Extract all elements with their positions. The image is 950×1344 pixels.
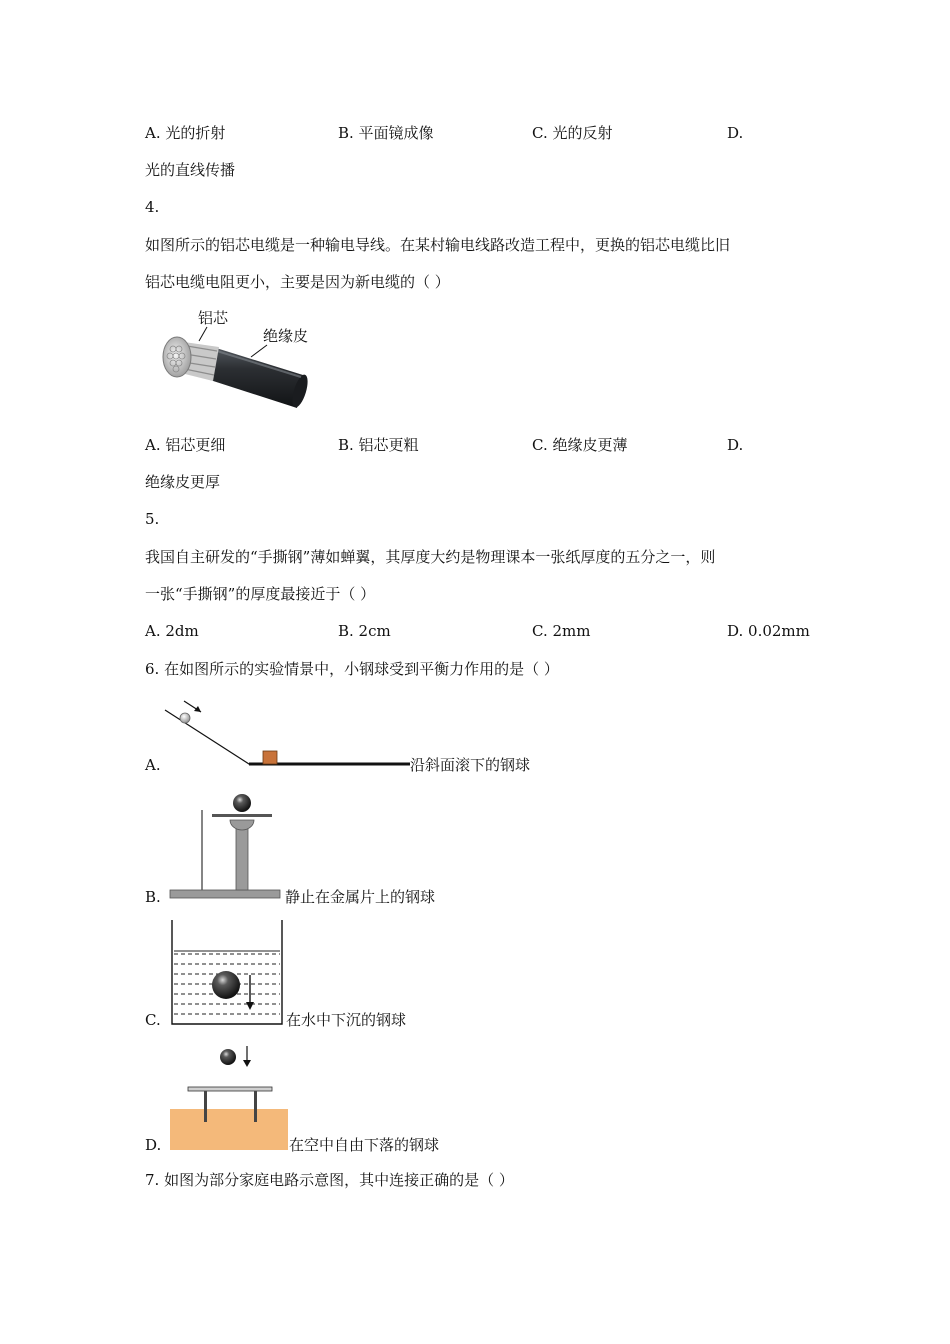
- q6-option-c-letter: C.: [145, 1011, 161, 1029]
- incline-surface: [165, 710, 410, 764]
- q4-option-a: A. 铝芯更细: [145, 436, 226, 454]
- q6-option-b-letter: B.: [145, 888, 161, 906]
- steel-ball: [233, 794, 251, 812]
- q4-stem-line2: 铝芯电缆电阻更小，主要是因为新电缆的（ ）: [145, 273, 450, 291]
- q6-option-c-caption: 在水中下沉的钢球: [286, 1011, 407, 1029]
- water-figure: [170, 918, 285, 1028]
- insulation-pointer-line: [251, 345, 267, 357]
- insulation-label: 绝缘皮: [263, 327, 309, 345]
- stand-figure: [168, 790, 286, 902]
- stand-base: [170, 890, 280, 898]
- q4-option-d-text: 绝缘皮更厚: [145, 473, 221, 491]
- q5-number: 5.: [145, 510, 160, 528]
- steel-ball: [212, 971, 240, 999]
- support-cup: [230, 820, 254, 830]
- q6-stem: 6. 在如图所示的实验情景中，小钢球受到平衡力作用的是（ ）: [145, 660, 559, 678]
- stand-column: [236, 828, 248, 890]
- incline-figure: [165, 692, 415, 774]
- q4-option-b: B. 铝芯更粗: [338, 436, 419, 454]
- q6-option-d-caption: 在空中自由下落的钢球: [289, 1136, 440, 1154]
- plate: [188, 1087, 272, 1091]
- q5-option-c: C. 2mm: [532, 622, 591, 640]
- q5-option-a: A. 2dm: [145, 622, 199, 640]
- q3-option-b: B. 平面镜成像: [338, 124, 434, 142]
- aluminum-core: [163, 337, 219, 381]
- metal-plate: [212, 814, 272, 817]
- core-label: 铝芯: [198, 309, 229, 327]
- steel-ball: [220, 1049, 236, 1065]
- q7-stem: 7. 如图为部分家庭电路示意图，其中连接正确的是（ ）: [145, 1171, 514, 1189]
- steel-ball: [180, 713, 190, 723]
- q5-stem-line2: 一张“手撕钢”的厚度最接近于（ ）: [145, 585, 376, 603]
- q4-option-d: D.: [727, 436, 744, 454]
- q3-option-c: C. 光的反射: [532, 124, 613, 142]
- q4-number: 4.: [145, 198, 160, 216]
- q6-option-a-letter: A.: [145, 756, 161, 774]
- q4-option-c: C. 绝缘皮更薄: [532, 436, 628, 454]
- q4-stem-line1: 如图所示的铝芯电缆是一种输电导线。在某村输电线路改造工程中，更换的铝芯电缆比旧: [145, 236, 731, 254]
- q5-option-d: D. 0.02mm: [727, 622, 810, 640]
- insulation-jacket: [207, 347, 311, 409]
- q6-option-a-caption: 沿斜面滚下的钢球: [410, 756, 531, 774]
- q6-option-b-caption: 静止在金属片上的钢球: [285, 888, 436, 906]
- cable-figure: [155, 305, 320, 415]
- arrow-head: [246, 1002, 254, 1010]
- q5-stem-line1: 我国自主研发的“手撕钢”薄如蝉翼，其厚度大约是物理课本一张纸厚度的五分之一，则: [145, 548, 716, 566]
- q3-option-a: A. 光的折射: [145, 124, 226, 142]
- arrow-head: [194, 706, 201, 712]
- arrow-head: [243, 1060, 251, 1067]
- wood-block: [263, 751, 277, 764]
- q3-option-d: D.: [727, 124, 744, 142]
- freefall-figure: [168, 1040, 290, 1152]
- q6-option-d-letter: D.: [145, 1136, 162, 1154]
- q5-option-b: B. 2cm: [338, 622, 391, 640]
- sand-block: [170, 1109, 288, 1150]
- q3-option-d-text: 光的直线传播: [145, 161, 236, 179]
- core-pointer-line: [199, 327, 207, 341]
